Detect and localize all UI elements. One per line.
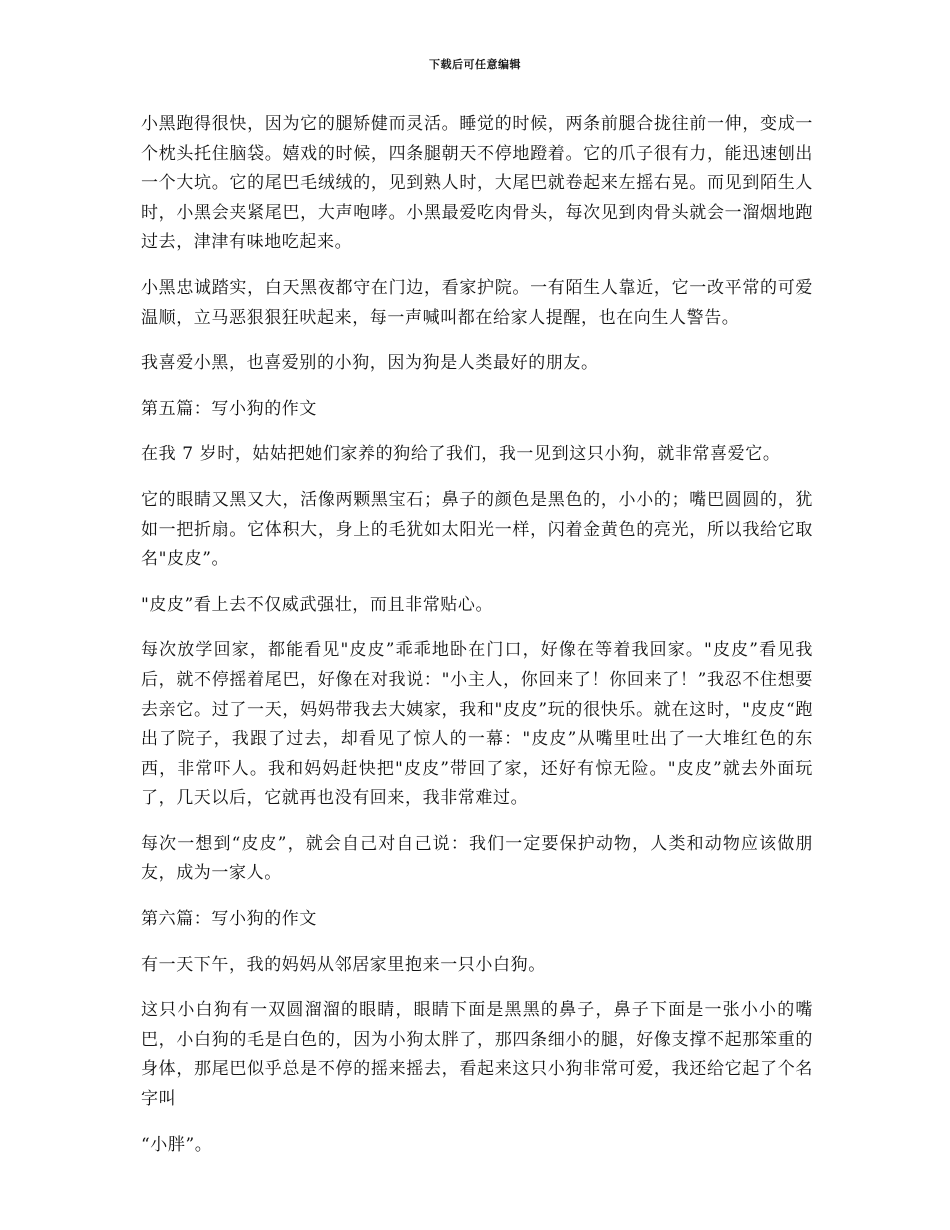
paragraph-pipi-looks: 它的眼睛又黑又大，活像两颗黑宝石；鼻子的颜色是黑色的，小小的；嘴巴圆圆的，犹如一把折扇。它体积大，身上的毛犹如太阳光一样，闪着金黄色的亮光，所以我给它取名"皮皮”。 — [141, 489, 813, 570]
paragraph-pipi-story: 每次放学回家，都能看见"皮皮”乖乖地卧在门口，好像在等着我回家。"皮皮”看见我后，就不停摇着尾巴，好像在对我说："小主人，你回来了！你回来了！”我忍不住想要去亲它。过了一天，妈妈带我去大姨家，我和"皮皮”玩的很快乐。就在这时，"皮皮“跑出了院子，我跟了过去，却看见了惊人的一幕："皮皮”从嘴里吐出了一大堆红色的东西，非常吓人。我和妈妈赶快把"皮皮”带回了家，还好有惊无险。"皮皮”就去外面玩了，几天以后，它就再也没有回来，我非常难过。 — [141, 640, 813, 809]
document-body — [141, 110, 813, 1160]
paragraph-pipi-intro: 在我 7 岁时，姑姑把她们家养的狗给了我们，我一见到这只小狗，就非常喜爱它。 — [141, 444, 781, 465]
section-title-six: 第六篇：写小狗的作文 — [141, 909, 317, 930]
paragraph-xiaohei-body: 小黑跑得很快，因为它的腿矫健而灵活。睡觉的时候，两条前腿合拢往前一伸，变成一个枕头托住脑袋。嬉戏的时候，四条腿朝天不停地蹬着。它的爪子很有力，能迅速刨出一个大坑。它的尾巴毛绒绒的，见到熟人时，大尾巴就卷起来左摇右晃。而见到陌生人时，小黑会夹紧尾巴，大声咆哮。小黑最爱吃肉骨头，每次见到肉骨头就会一溜烟地跑过去，津津有味地吃起来。 — [141, 114, 813, 253]
paragraph-xiaohei-love: 我喜爱小黑，也喜爱别的小狗，因为狗是人类最好的朋友。 — [141, 353, 599, 374]
section-title-five: 第五篇：写小狗的作文 — [141, 398, 317, 419]
page-header: 下载后可任意编辑 — [429, 58, 521, 71]
paragraph-xiaopang-name: “小胖”。 — [141, 1134, 213, 1155]
paragraph-pipi-ending: 每次一想到“皮皮”，就会自己对自己说：我们一定要保护动物，人类和动物应该做朋友，成为一家人。 — [141, 833, 813, 884]
paragraph-pipi-strong: "皮皮”看上去不仅威武强壮，而且非常贴心。 — [141, 594, 494, 615]
paragraph-xiaohei-loyal: 小黑忠诚踏实，白天黑夜都守在门边，看家护院。一有陌生人靠近，它一改平常的可爱温顺，立马恶狠狠狂吠起来，每一声喊叫都在给家人提醒，也在向生人警告。 — [141, 277, 813, 328]
paragraph-xiaopang-looks: 这只小白狗有一双圆溜溜的眼睛，眼睛下面是黑黑的鼻子，鼻子下面是一张小小的嘴巴，小白狗的毛是白色的，因为小狗太胖了，那四条细小的腿，好像支撑不起那笨重的身体，那尾巴似乎总是不停的摇来摇去，看起来这只小狗非常可爱，我还给它起了个名字叫 — [141, 1000, 813, 1110]
paragraph-xiaopang-intro: 有一天下午，我的妈妈从邻居家里抱来一只小白狗。 — [141, 954, 546, 975]
